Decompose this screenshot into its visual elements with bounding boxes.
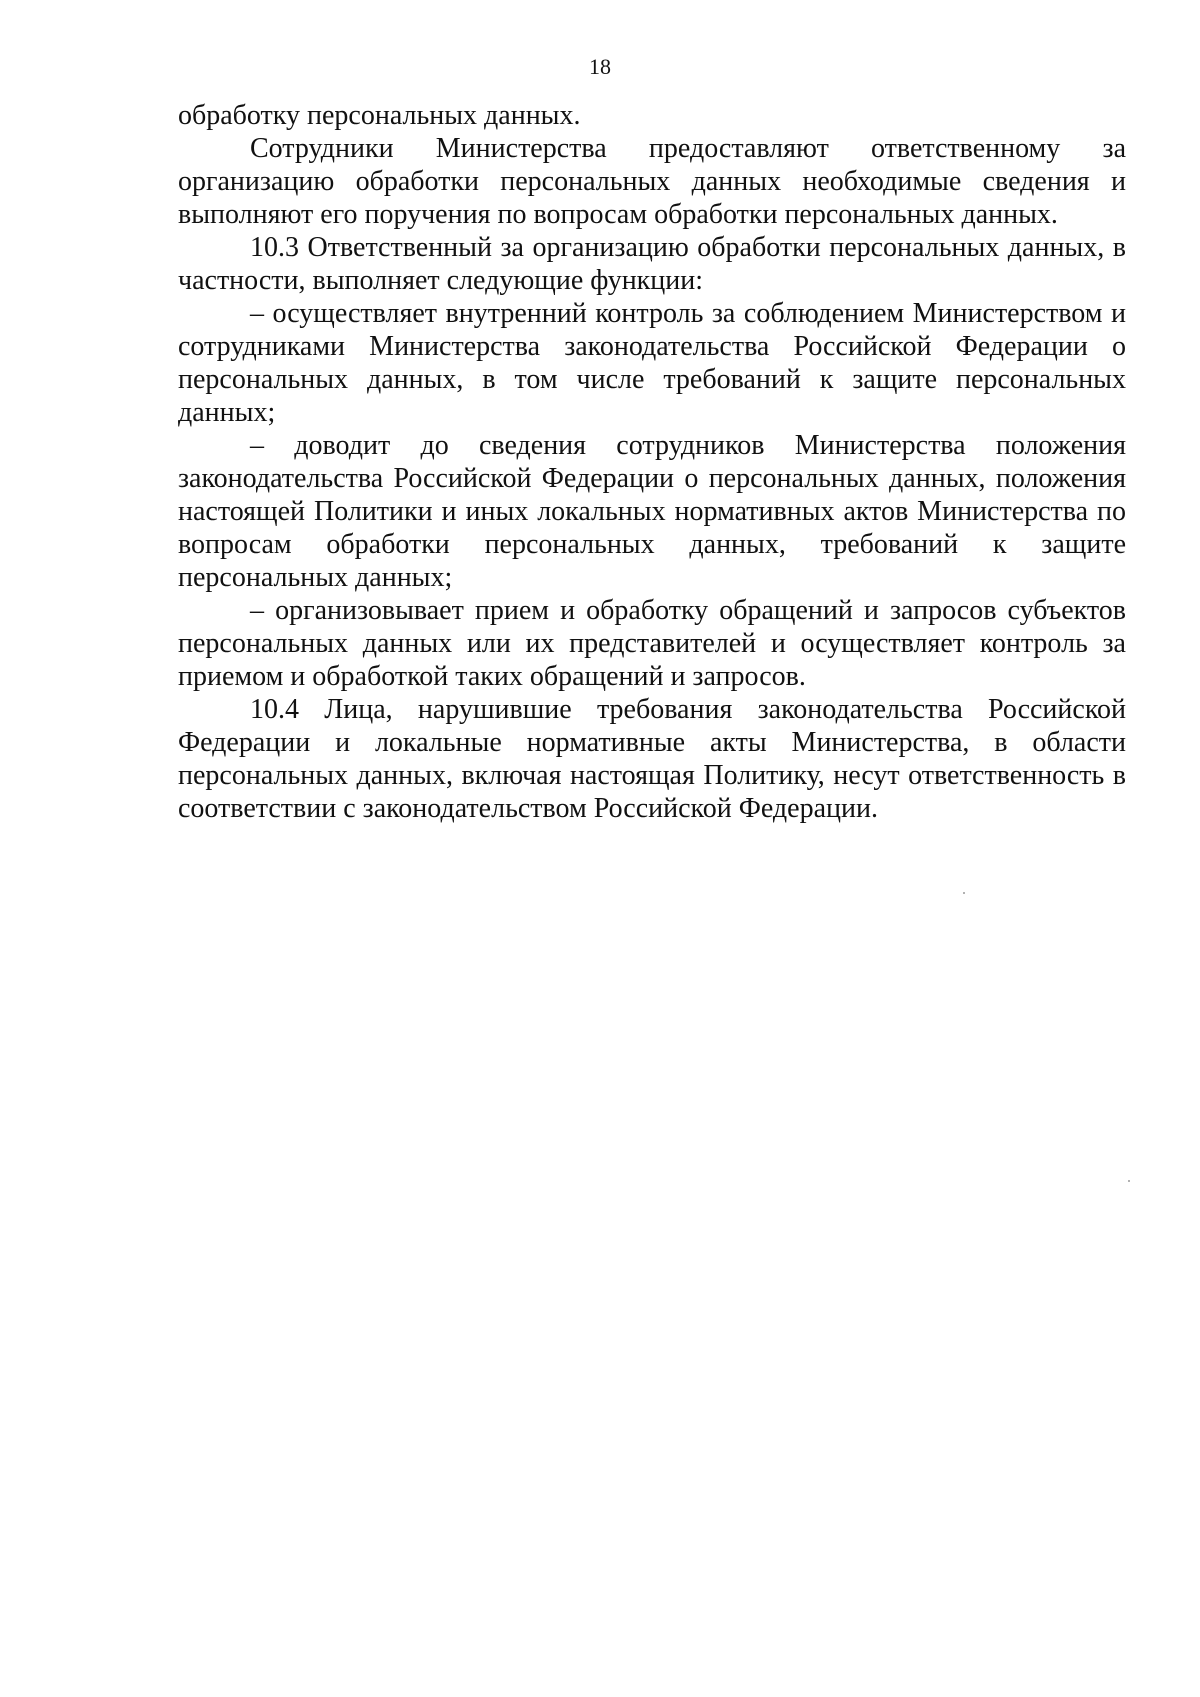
page-number: 18 xyxy=(589,54,611,79)
list-item-internal-control: – осуществляет внутренний контроль за соблюдением Министерством и сотрудниками Министерства законодательства Российской Федерации о персональных данных, в том числе требований к защите персональных данных; xyxy=(178,298,1126,428)
list-item-requests-handling: – организовывает прием и обработку обращений и запросов субъектов персональных данных или их представителей и осуществляет контроль за приемом и обработкой таких обращений и запросов. xyxy=(178,595,1126,692)
paragraph-section-10-4: 10.4 Лица, нарушившие требования законодательства Российской Федерации и локальные нормативные акты Министерства, в области персональных данных, включая настоящая Политику, несут ответственность в соответствии с законодательством Российской Федерации. xyxy=(178,694,1126,824)
list-item-inform-employees: – доводит до сведения сотрудников Министерства положения законодательства Российской Федерации о персональных данных, положения настоящей Политики и иных локальных нормативных актов Министерства по вопросам обработки персональных данных, требований к защите персональных данных; xyxy=(178,430,1126,593)
paragraph-employees-duties: Сотрудники Министерства предоставляют ответственному за организацию обработки персональных данных необходимые сведения и выполняют его поручения по вопросам обработки персональных данных. xyxy=(178,133,1126,230)
scan-speck xyxy=(1128,1180,1130,1182)
document-body xyxy=(178,99,1126,825)
scan-speck xyxy=(963,892,965,894)
paragraph-continuation: обработку персональных данных. xyxy=(178,100,581,131)
paragraph-section-10-3: 10.3 Ответственный за организацию обработки персональных данных, в частности, выполняет следующие функции: xyxy=(178,232,1126,296)
